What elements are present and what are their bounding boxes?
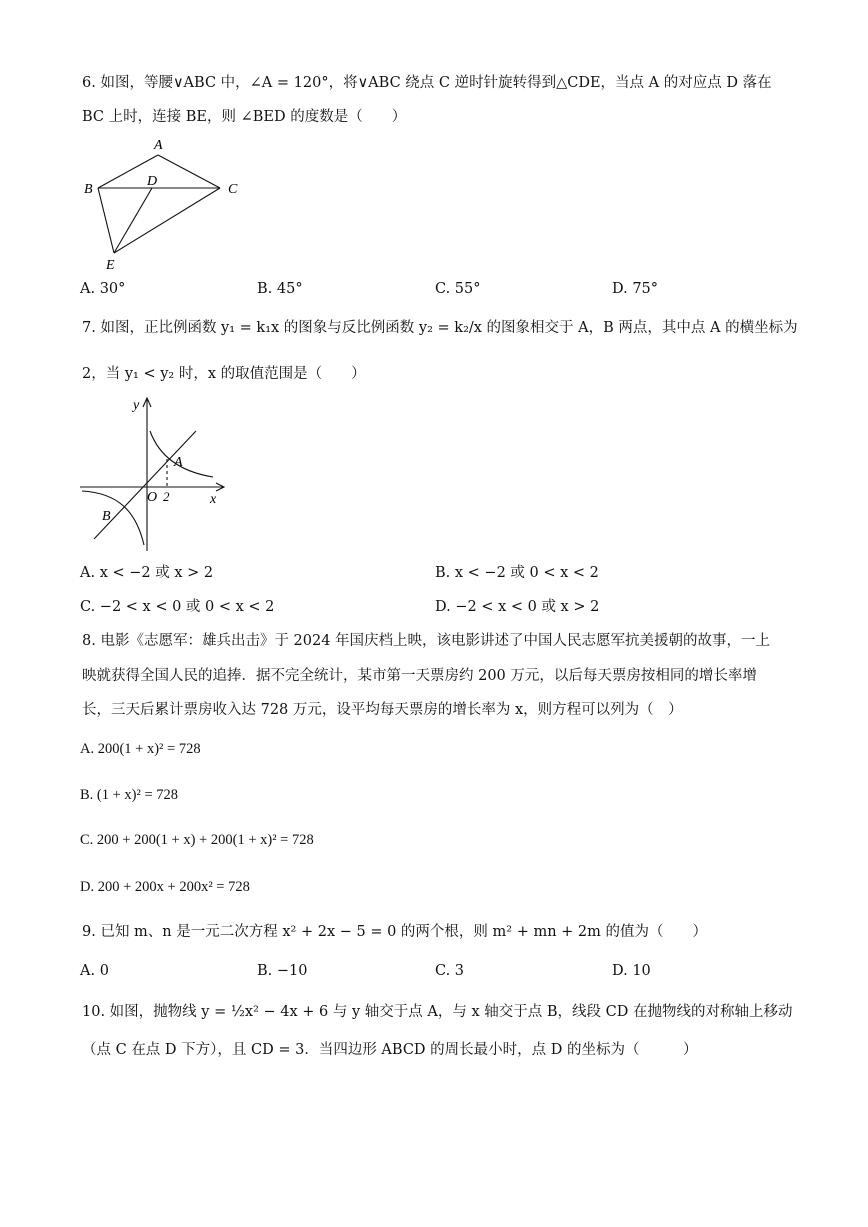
q8-option-d[interactable]: D. 200 + 200x + 200x² = 728: [80, 879, 250, 895]
q7-label-2: 2: [163, 489, 170, 504]
q9-option-b[interactable]: B. −10: [257, 963, 308, 979]
q6-label-C: C: [228, 182, 238, 197]
q7-function-graph: [78, 393, 238, 553]
q8-text-line3: 长，三天后累计票房收入达 728 万元，设平均每天票房的增长率为 x，则方程可以列为（ ）: [82, 702, 683, 718]
q9-option-c[interactable]: C. 3: [435, 963, 465, 979]
q8-option-b[interactable]: B. (1 + x)² = 728: [80, 787, 179, 803]
q7-label-B: B: [102, 509, 111, 524]
q7-option-b[interactable]: B. x < −2 或 0 < x < 2: [435, 565, 599, 581]
q7-text-line2: 2，当 y₁ < y₂ 时，x 的取值范围是（ ）: [82, 366, 366, 382]
q10-text-line2: （点 C 在点 D 下方），且 CD = 3．当四边形 ABCD 的周长最小时，点 D 的坐标为（ ）: [82, 1042, 698, 1058]
q6-label-E: E: [106, 258, 115, 273]
q10-text-line1: 10. 如图，抛物线 y = ½x² − 4x + 6 与 y 轴交于点 A，与 x 轴交于点 B，线段 CD 在抛物线的对称轴上移动: [82, 1004, 793, 1020]
q8-text-line1: 8. 电影《志愿军：雄兵出击》于 2024 年国庆档上映，该电影讲述了中国人民志愿军抗美援朝的故事，一上: [82, 633, 771, 649]
q6-text-line2: BC 上时，连接 BE，则 ∠BED 的度数是（ ）: [82, 109, 407, 125]
q6-label-D: D: [147, 174, 158, 189]
q9-option-d[interactable]: D. 10: [612, 963, 651, 979]
q6-label-B: B: [84, 182, 93, 197]
q8-option-c[interactable]: C. 200 + 200(1 + x) + 200(1 + x)² = 728: [80, 832, 314, 848]
q6-option-b[interactable]: B. 45°: [257, 281, 303, 297]
q7-label-x: x: [210, 492, 217, 507]
q8-text-line2: 映就获得全国人民的追捧．据不完全统计，某市第一天票房约 200 万元，以后每天票房按相同的增长率增: [82, 668, 757, 684]
q8-option-a[interactable]: A. 200(1 + x)² = 728: [80, 741, 201, 757]
q7-label-O: O: [147, 490, 158, 505]
q6-triangle-figure: [78, 135, 258, 275]
q7-label-y: y: [133, 398, 140, 413]
q7-option-a[interactable]: A. x < −2 或 x > 2: [80, 565, 214, 581]
q6-text-line1: 6. 如图，等腰∨ABC 中，∠A = 120°，将∨ABC 绕点 C 逆时针旋转得到△CDE，当点 A 的对应点 D 落在: [82, 75, 772, 91]
q6-label-A: A: [154, 138, 163, 153]
q6-option-d[interactable]: D. 75°: [612, 281, 659, 297]
q7-option-c[interactable]: C. −2 < x < 0 或 0 < x < 2: [80, 599, 275, 615]
q6-option-a[interactable]: A. 30°: [80, 281, 126, 297]
q6-option-c[interactable]: C. 55°: [435, 281, 481, 297]
q7-label-A: A: [174, 455, 183, 470]
q7-option-d[interactable]: D. −2 < x < 0 或 x > 2: [435, 599, 600, 615]
q9-option-a[interactable]: A. 0: [80, 963, 109, 979]
q9-text-line1: 9. 已知 m、n 是一元二次方程 x² + 2x − 5 = 0 的两个根，则 m² + mn + 2m 的值为（ ）: [82, 924, 707, 940]
q7-text-line1: 7. 如图，正比例函数 y₁ = k₁x 的图象与反比例函数 y₂ = k₂/x 的图象相交于 A，B 两点，其中点 A 的横坐标为: [82, 320, 798, 336]
